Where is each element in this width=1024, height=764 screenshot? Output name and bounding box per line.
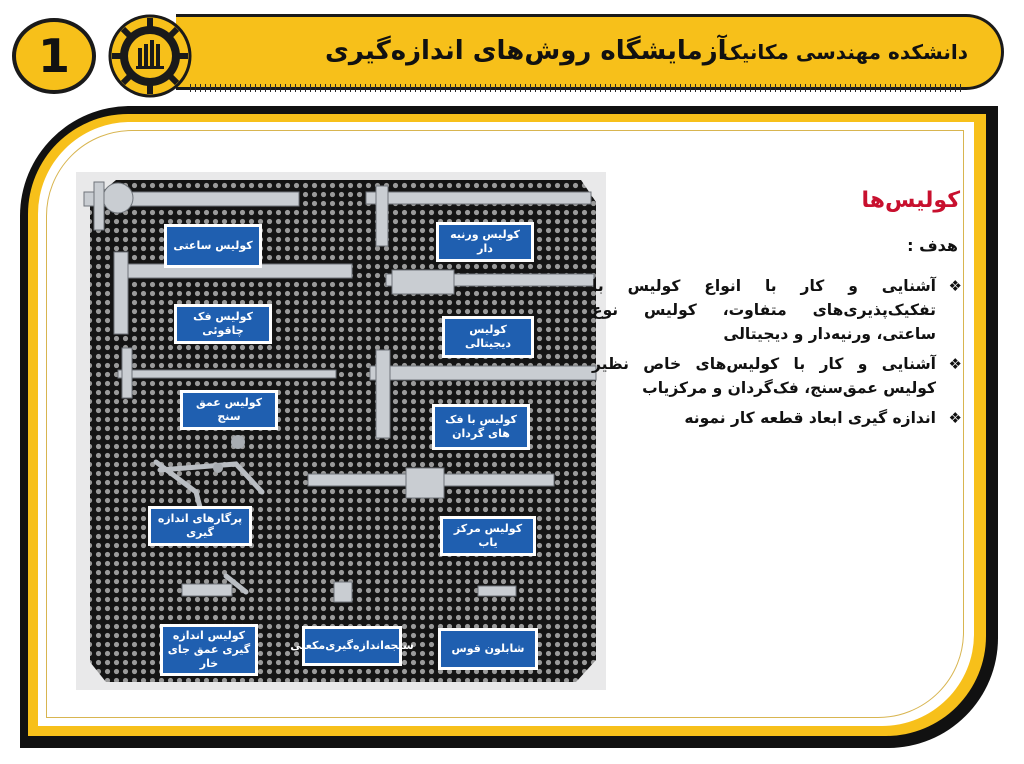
university-logo: [108, 14, 192, 98]
label-radius-gauge: شابلون قوس: [438, 628, 538, 670]
label-depth-caliper: کولیس عمق سنج: [180, 390, 278, 430]
ruler-decoration: [190, 84, 965, 92]
label-dial-caliper: کولیس ساعتی: [164, 224, 262, 268]
label-rotating-jaw-caliper: کولیس با فک های گردان: [432, 404, 530, 450]
bullet-text: اندازه گیری ابعاد قطعه کار نمونه: [684, 409, 936, 427]
diamond-bullet-icon: ❖: [948, 409, 962, 427]
label-knife-jaw-caliper: کولیس فک چاقوئی: [174, 304, 272, 344]
goal-list: [592, 274, 962, 436]
list-item: [592, 406, 962, 430]
label-keyway-depth-caliper: کولیس اندازه گیری عمق جای خار: [160, 624, 258, 676]
bullet-text: آشنایی و کار با کولیس‌های خاص نظیر کولیس عمق‌سنج، فک‌گردان و مرکزیاب: [592, 355, 936, 397]
label-cube-gauge: سنجه‌اندازه‌گیری‌مکعبی: [302, 626, 402, 666]
label-center-finder-caliper: کولیس مرکز یاب: [440, 516, 536, 556]
bullet-text: آشنایی و کار با انواع کولیس با تفکیک‌پذیری‌های متفاوت، کولیس نوع ساعتی، ورنیه‌دار و دیجیتالی: [592, 277, 936, 343]
diamond-bullet-icon: ❖: [948, 277, 962, 295]
page-number-badge: [12, 18, 96, 94]
list-item: [592, 352, 962, 400]
list-item: [592, 274, 962, 346]
label-measuring-compasses: پرگارهای اندازه گیری: [148, 506, 252, 546]
label-vernier-caliper: کولیس ورنیه دار: [436, 222, 534, 262]
section-title: کولیس‌ها: [861, 188, 960, 213]
lab-title: آزمایشگاه روش‌های اندازه‌گیری: [325, 36, 727, 66]
page-number: 1: [37, 29, 70, 83]
calipers-board-photo: [76, 172, 606, 690]
department-name: دانشکده مهندسی مکانیک: [721, 40, 968, 64]
diamond-bullet-icon: ❖: [948, 355, 962, 373]
label-digital-caliper: کولیس دیجیتالی: [442, 316, 534, 358]
goal-label: هدف :: [907, 236, 958, 255]
